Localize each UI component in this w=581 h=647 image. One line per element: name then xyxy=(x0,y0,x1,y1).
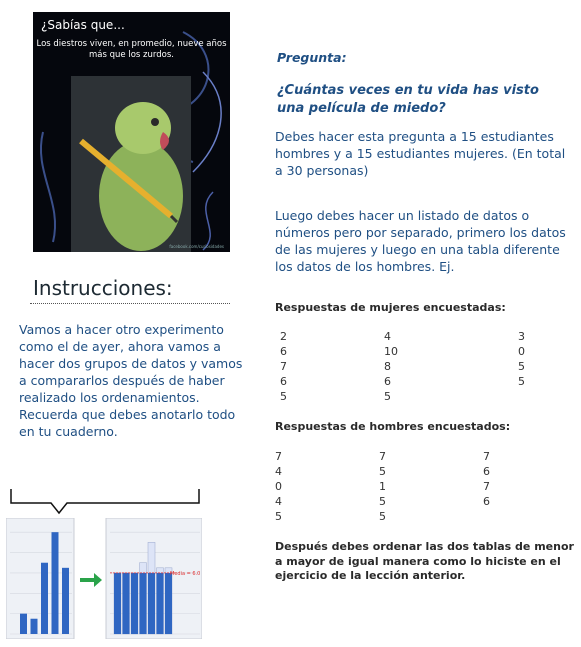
men-cell: 4 xyxy=(275,465,282,478)
paragraph-instructions-1: Debes hacer esta pregunta a 15 estudiantes hombres y a 15 estudiantes mujeres. (En total a 30 personas) xyxy=(275,129,566,178)
men-cell: 7 xyxy=(379,450,386,463)
men-cell: 5 xyxy=(379,510,386,523)
closing-instructions: Después debes ordenar las dos tablas de menor a mayor de igual manera como lo hiciste en el ejercicio de la lección anterior. xyxy=(275,540,574,582)
speech-brace xyxy=(9,487,202,515)
parrot-illustration xyxy=(71,76,191,252)
bar-chart-comparison xyxy=(6,518,202,639)
men-cell: 5 xyxy=(379,465,386,478)
right-bar xyxy=(165,573,172,634)
men-cell: 4 xyxy=(275,495,282,508)
right-bar xyxy=(131,573,138,634)
men-cell: 5 xyxy=(275,510,282,523)
poster-credit: facebook.com/curiosidades xyxy=(169,244,224,249)
women-cell: 6 xyxy=(280,345,287,358)
women-cell: 5 xyxy=(280,390,287,403)
parrot-photo xyxy=(71,76,191,252)
instructions-title: Instrucciones: xyxy=(33,276,173,300)
green-arrow-icon xyxy=(80,573,102,587)
men-cell: 6 xyxy=(483,495,490,508)
poster-line-2: más que los zurdos. xyxy=(89,50,174,60)
men-cell: 0 xyxy=(275,480,282,493)
women-cell: 3 xyxy=(518,330,525,343)
women-cell: 6 xyxy=(280,375,287,388)
question-text: ¿Cuántas veces en tu vida has visto una película de miedo? xyxy=(277,83,539,116)
men-cell: 7 xyxy=(483,480,490,493)
men-heading: Respuestas de hombres encuestados: xyxy=(275,420,511,433)
women-cell: 2 xyxy=(280,330,287,343)
women-cell: 10 xyxy=(384,345,398,358)
left-bar xyxy=(31,619,38,634)
fact-poster xyxy=(33,12,230,252)
women-cell: 8 xyxy=(384,360,391,373)
men-cell: 6 xyxy=(483,465,490,478)
poster-title: ¿Sabías que... xyxy=(41,18,125,32)
left-bar xyxy=(20,614,27,634)
men-cell: 1 xyxy=(379,480,386,493)
right-bar xyxy=(148,573,155,634)
women-heading: Respuestas de mujeres encuestadas: xyxy=(275,301,506,314)
women-cell: 4 xyxy=(384,330,391,343)
left-bar xyxy=(62,568,69,634)
left-bar xyxy=(52,532,59,634)
right-bar xyxy=(157,573,164,634)
question-label: Pregunta: xyxy=(277,50,347,65)
paragraph-instructions-2: Luego debes hacer un listado de datos o números pero por separado, primero los datos de las mujeres y luego en una tabla diferente los datos de los hombres. Ej. xyxy=(275,208,566,274)
women-cell: 6 xyxy=(384,375,391,388)
left-bar xyxy=(41,563,48,634)
women-cell: 5 xyxy=(384,390,391,403)
mean-label: Media = 6.0 xyxy=(170,570,201,577)
right-bar xyxy=(114,573,121,634)
instructions-body: Vamos a hacer otro experimento como el de ayer, ahora vamos a hacer dos grupos de datos y vamos a compararlos después de haber realizado los ordenamientos. Recuerda que debes anotarlo todo en tu cuaderno. xyxy=(19,322,243,439)
instructions-divider xyxy=(30,303,230,304)
right-bar xyxy=(140,573,147,634)
women-cell: 5 xyxy=(518,360,525,373)
right-bar xyxy=(123,573,130,634)
men-cell: 5 xyxy=(379,495,386,508)
women-cell: 7 xyxy=(280,360,287,373)
men-cell: 7 xyxy=(483,450,490,463)
women-cell: 0 xyxy=(518,345,525,358)
women-cell: 5 xyxy=(518,375,525,388)
poster-line-1: Los diestros viven, en promedio, nueve años xyxy=(36,39,227,49)
men-cell: 7 xyxy=(275,450,282,463)
